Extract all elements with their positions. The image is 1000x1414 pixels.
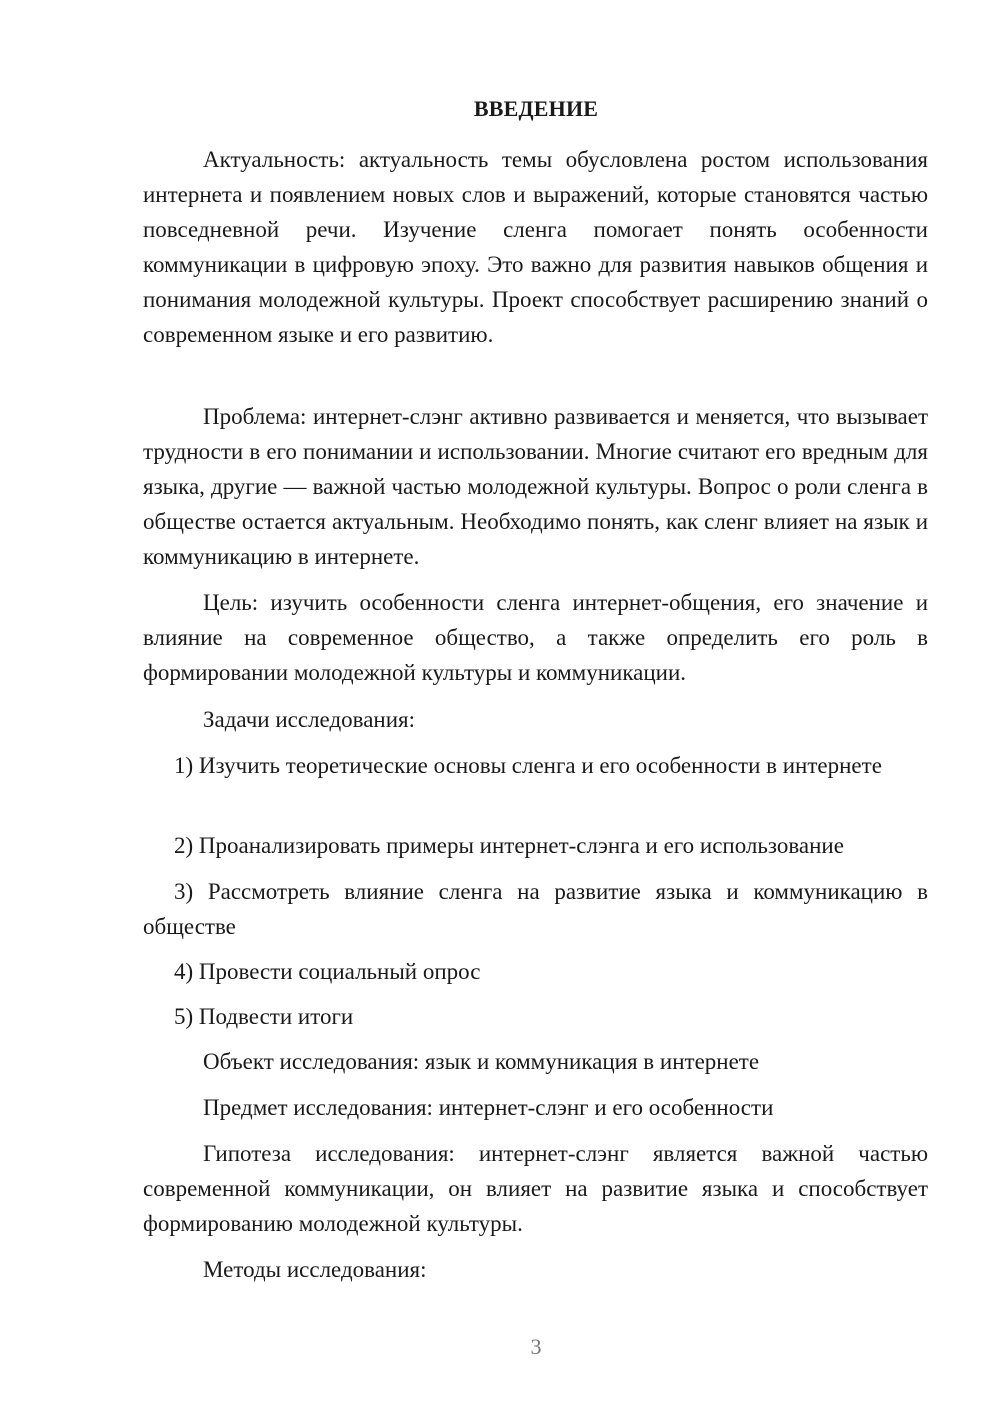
hypothesis-paragraph: Гипотеза исследования: интернет-слэнг является важной частью современной коммуникации, он влияет на развитие языка и способствует формированию молодежной культуры.	[143, 1141, 928, 1236]
page-number: 3	[530, 1334, 542, 1359]
relevance-paragraph: Актуальность: актуальность темы обусловлена ростом использования интернета и появлением новых слов и выражений, которые становятся частью повседневной речи. Изучение сленга помогает понять особенности коммуникации в цифровую эпоху. Это важно для развития навыков общения и понимания молодежной культуры. Проект способствует расширению знаний о современном языке и его развитию.	[143, 147, 928, 347]
subject-paragraph: Предмет исследования: интернет-слэнг и его особенности	[203, 1095, 774, 1120]
task-item: 2) Проанализировать примеры интернет-слэнга и его использование	[174, 833, 844, 858]
problem-paragraph: Проблема: интернет-слэнг активно развивается и меняется, что вызывает трудности в его понимании и использовании. Многие считают его вредным для языка, другие — важной частью молодежной культуры. Вопрос о роли сленга в обществе остается актуальным. Необходимо понять, как сленг влияет на язык и коммуникацию в интернете.	[143, 404, 928, 569]
goal-paragraph: Цель: изучить особенности сленга интернет-общения, его значение и влияние на современное общество, а также определить его роль в формировании молодежной культуры и коммуникации.	[143, 590, 928, 685]
object-paragraph: Объект исследования: язык и коммуникация в интернете	[203, 1049, 760, 1074]
task-item: 5) Подвести итоги	[174, 1004, 354, 1029]
task-item: 3) Рассмотреть влияние сленга на развитие языка и коммуникацию в обществе	[143, 879, 928, 939]
section-title: ВВЕДЕНИЕ	[473, 96, 599, 121]
task-item: 4) Провести социальный опрос	[174, 959, 481, 984]
methods-heading: Методы исследования:	[203, 1257, 427, 1282]
tasks-heading: Задачи исследования:	[203, 707, 416, 732]
task-item: 1) Изучить теоретические основы сленга и его особенности в интернете	[174, 753, 882, 778]
